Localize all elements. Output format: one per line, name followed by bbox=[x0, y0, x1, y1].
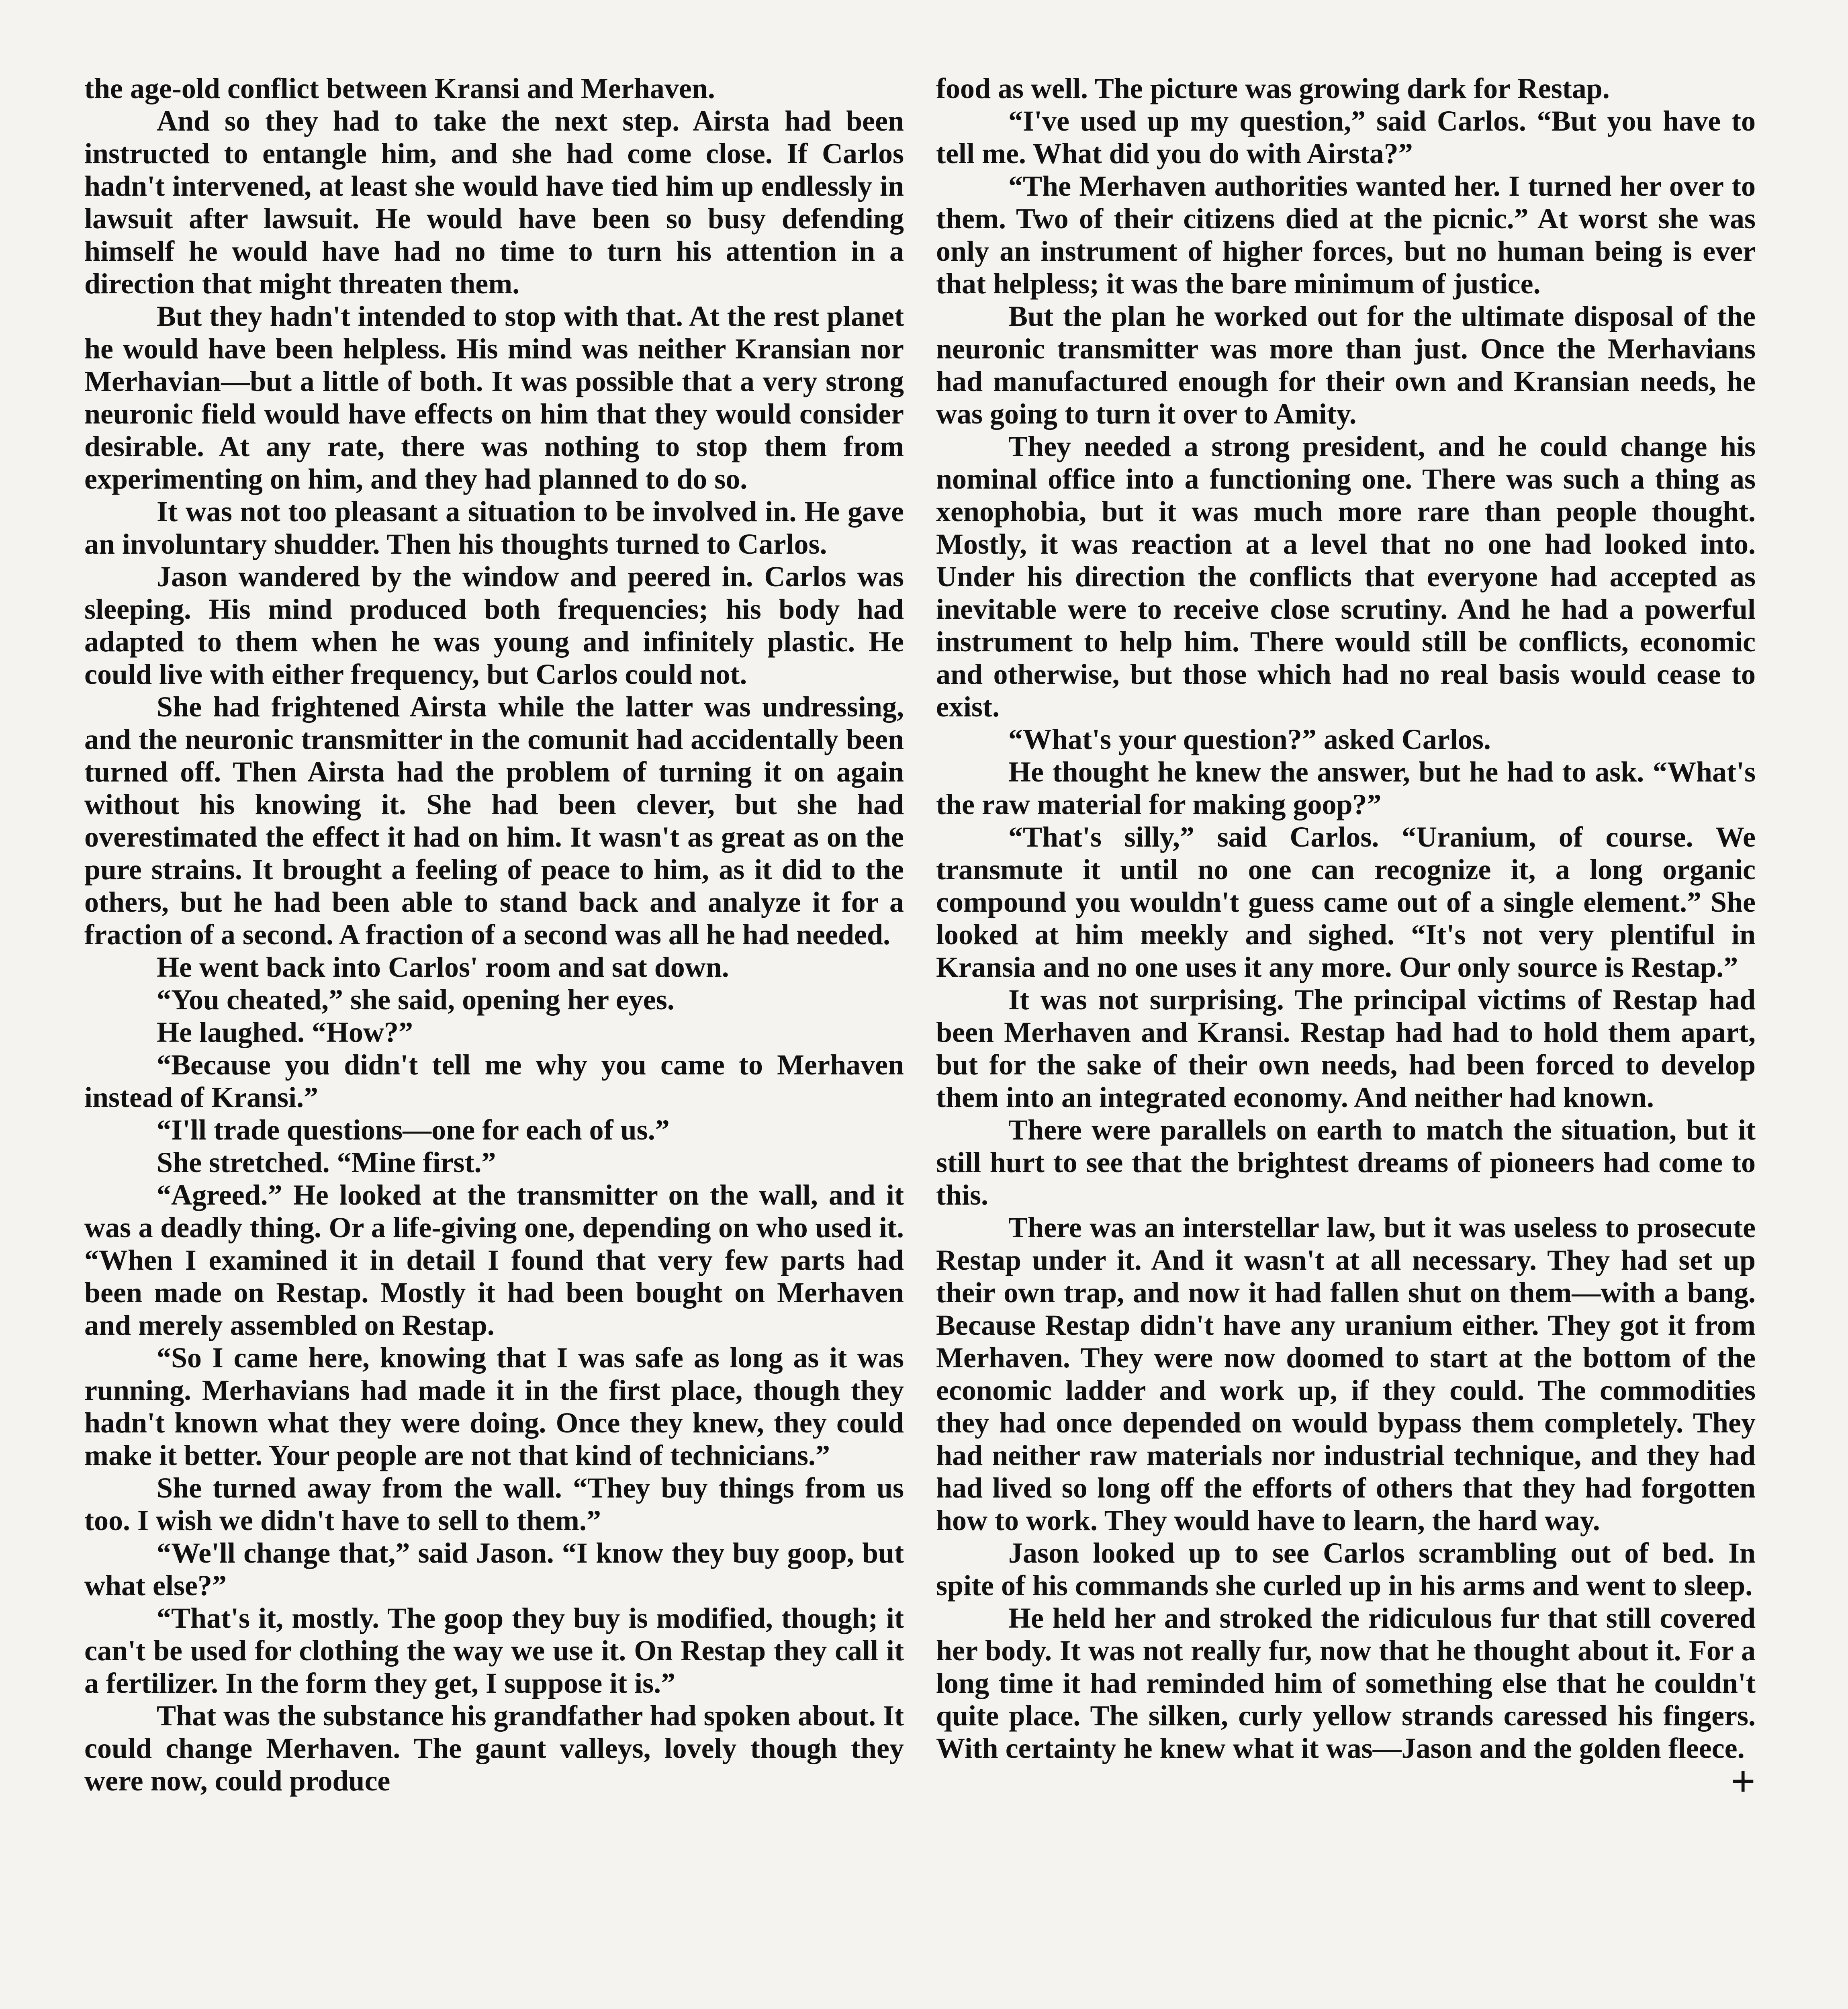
paragraph: He laughed. “How?” bbox=[157, 1016, 413, 1048]
paragraph: Jason looked up to see Carlos scrambling out of bed. In spite of his commands she curled up in his arms and went to sleep. bbox=[936, 1537, 1756, 1602]
paragraph: He held her and stroked the ridiculous fur that still covered her body. It was not really fur, now that he thought about it. For a long time it had reminded him of something else that he couldn't quite place. The silken, curly yellow strands caressed his fingers. With certainty he knew what it was—Jason and the golden fleece. + bbox=[936, 1602, 1756, 1806]
paragraph: “I've used up my question,” said Carlos. “But you have to tell me. What did you do with Airsta?” bbox=[936, 105, 1756, 170]
paragraph: She had frightened Airsta while the latter was undressing, and the neuronic transmitter in the comunit had accidentally been turned off. Then Airsta had the problem of turning it on again without his knowing it. She had been clever, but she had overestimated the effect it had on him. It wasn't as great as on the pure strains. It brought a feeling of peace to him, as it did to the others, but he had been able to stand back and analyze it for a fraction of a second. A fraction of a second was all he had needed. bbox=[84, 691, 904, 951]
paragraph: Jason wandered by the window and peered in. Carlos was sleeping. His mind produced both frequencies; his body had adapted to them when he was young and infinitely plastic. He could live with either frequency, but Carlos could not. bbox=[84, 561, 904, 690]
paragraph: It was not too pleasant a situation to be involved in. He gave an involuntary shudder. Then his thoughts turned to Carlos. bbox=[84, 495, 904, 560]
paragraph: It was not surprising. The principal victims of Restap had been Merhaven and Kransi. Restap had had to hold them apart, but for the sake of their own needs, had been forced to develop them into an integrated economy. And neither had known. bbox=[936, 984, 1756, 1113]
paragraph: She turned away from the wall. “They buy things from us too. I wish we didn't have to sell to them.” bbox=[84, 1472, 904, 1536]
paragraph: “The Merhaven authorities wanted her. I turned her over to them. Two of their citizens died at the picnic.” At worst she was only an instrument of higher forces, but no human being is ever that helpless; it was the bare minimum of justice. bbox=[936, 170, 1756, 300]
paragraph: “We'll change that,” said Jason. “I know they buy goop, but what else?” bbox=[84, 1537, 904, 1602]
paragraph: There were parallels on earth to match the situation, but it still hurt to see that the brightest dreams of pioneers had come to this. bbox=[936, 1114, 1756, 1211]
paragraph: “Because you didn't tell me why you came to Merhaven instead of Kransi.” bbox=[84, 1049, 904, 1113]
paragraph: “That's it, mostly. The goop they buy is modified, though; it can't be used for clothing the way we use it. On Restap they call it a fertilizer. In the form they get, I suppose it is.” bbox=[84, 1602, 904, 1699]
paragraph: “What's your question?” asked Carlos. bbox=[1008, 723, 1491, 755]
paragraph: They needed a strong president, and he could change his nominal office into a functioning one. There was such a thing as xenophobia, but it was much more rare than people thought. Mostly, it was reaction at a level that no one had looked into. Under his direction the conflicts that everyone had accepted as inevitable were to receive close scrutiny. And he had a powerful instrument to help him. There would still be conflicts, economic and otherwise, but those which had no real basis would cease to exist. bbox=[936, 430, 1756, 723]
right-text-column bbox=[936, 72, 1756, 1806]
paragraph: “That's silly,” said Carlos. “Uranium, of course. We transmute it until no one can recognize it, a long organic compound you wouldn't guess came out of a single element.” She looked at him meekly and sighed. “It's not very plentiful in Kransia and no one uses it any more. Our only source is Restap.” bbox=[936, 821, 1756, 983]
paragraph: He went back into Carlos' room and sat down. bbox=[157, 951, 729, 983]
story-end-mark: + bbox=[1730, 1757, 1756, 1806]
left-text-column bbox=[84, 72, 904, 1797]
paragraph: “So I came here, knowing that I was safe as long as it was running. Merhavians had made it in the first place, though they hadn't known what they were doing. Once they knew, they could make it better. Your people are not that kind of technicians.” bbox=[84, 1342, 904, 1471]
paragraph: He thought he knew the answer, but he had to ask. “What's the raw material for making goop?” bbox=[936, 756, 1756, 820]
paragraph: That was the substance his grandfather had spoken about. It could change Merhaven. The gaunt valleys, lovely though they were now, could produce bbox=[84, 1700, 904, 1797]
paragraph: She stretched. “Mine first.” bbox=[157, 1146, 496, 1178]
paragraph: “I'll trade questions—one for each of us.” bbox=[157, 1114, 670, 1146]
paragraph: the age-old conflict between Kransi and Merhaven. bbox=[84, 72, 715, 104]
paragraph: And so they had to take the next step. Airsta had been instructed to entangle him, and she had come close. If Carlos hadn't intervened, at least she would have tied him up endlessly in lawsuit after lawsuit. He would have been so busy defending himself he would have had no time to turn his attention in a direction that might threaten them. bbox=[84, 105, 904, 300]
paragraph: “Agreed.” He looked at the transmitter on the wall, and it was a deadly thing. Or a life-giving one, depending on who used it. “When I examined it in detail I found that very few parts had been made on Restap. Mostly it had been bought on Merhaven and merely assembled on Restap. bbox=[84, 1179, 904, 1341]
paragraph: “You cheated,” she said, opening her eyes. bbox=[157, 984, 675, 1016]
paragraph: But they hadn't intended to stop with that. At the rest planet he would have been helpless. His mind was neither Kransian nor Merhavian—but a little of both. It was possible that a very strong neuronic field would have effects on him that they would consider desirable. At any rate, there was nothing to stop them from experimenting on him, and they had planned to do so. bbox=[84, 300, 904, 495]
paragraph: But the plan he worked out for the ultimate disposal of the neuronic transmitter was more than just. Once the Merhavians had manufactured enough for their own and Kransian needs, he was going to turn it over to Amity. bbox=[936, 300, 1756, 430]
paragraph: food as well. The picture was growing dark for Restap. bbox=[936, 72, 1610, 104]
paragraph: There was an interstellar law, but it was useless to prosecute Restap under it. And it wasn't at all necessary. They had set up their own trap, and now it had fallen shut on them—with a bang. Because Restap didn't have any uranium either. They got it from Merhaven. They were now doomed to start at the bottom of the economic ladder and work up, if they could. The commodities they had once depended on would bypass them completely. They had neither raw materials nor industrial technique, and they had had lived so long off the efforts of others that they had forgotten how to work. They would have to learn, the hard way. bbox=[936, 1211, 1756, 1536]
